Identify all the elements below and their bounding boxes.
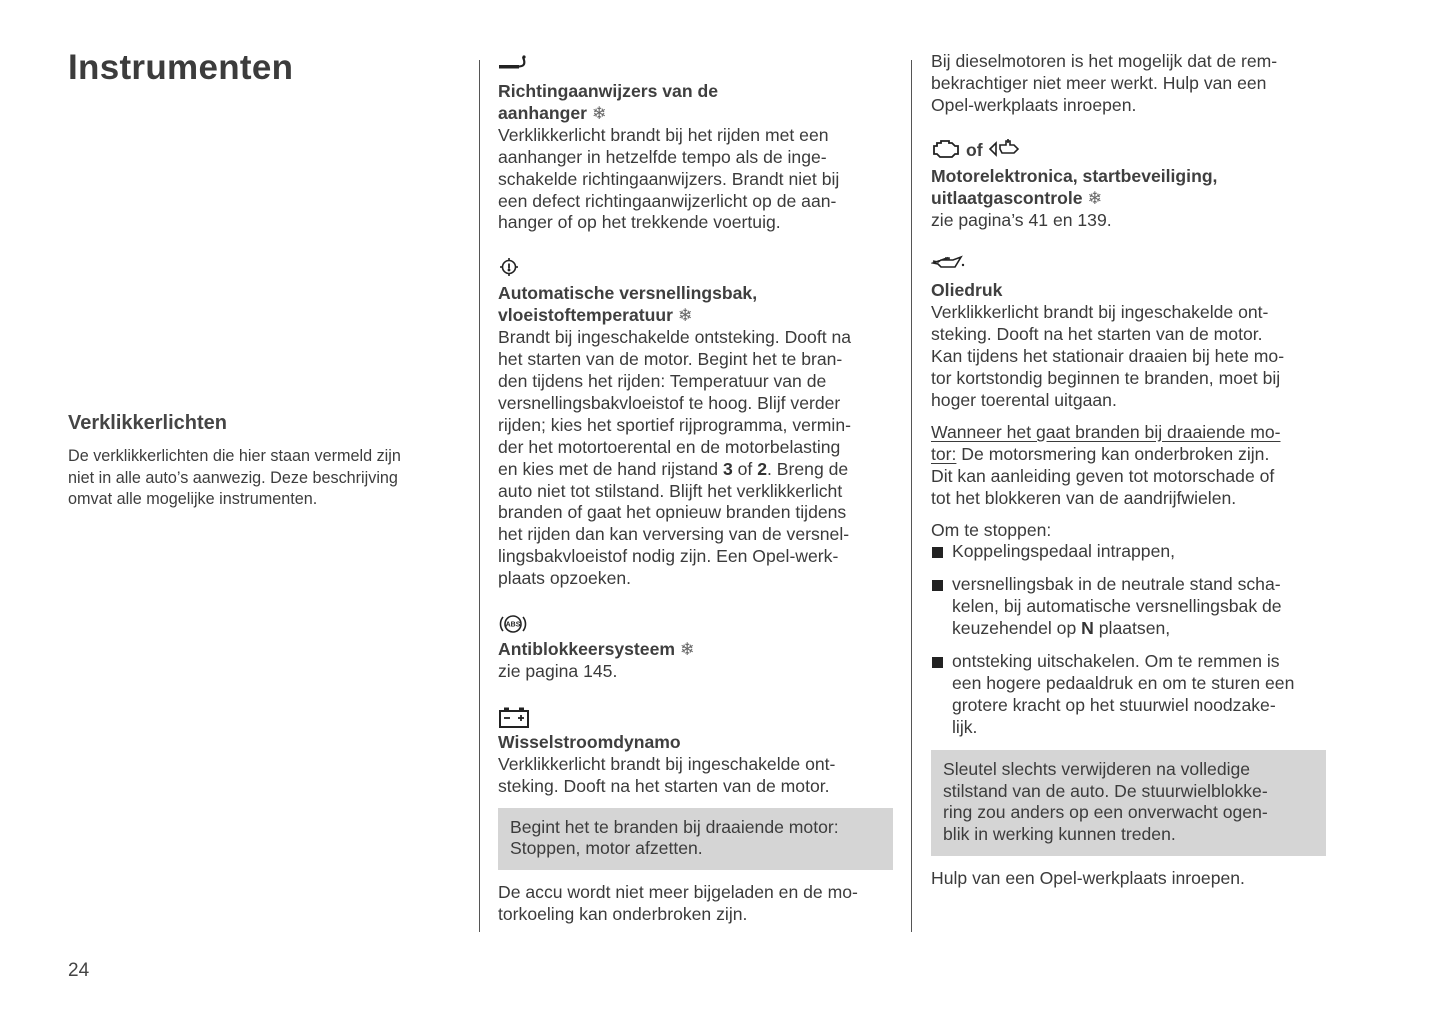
text-line: Verklikkerlicht brandt bij ingeschakelde ont- [931,302,1269,323]
text-line: blik in werking kunnen treden. [943,824,1176,845]
transmission-temperature-icon [498,256,893,280]
stop-steps-list [931,541,1326,738]
page-title: Instrumenten [68,48,294,87]
text-line: den tijdens het rijden: Temperatuur van de [498,370,827,391]
transmission-section [498,256,893,590]
text-fragment: en kies met de hand rijstand [498,458,723,479]
engine-immobilizer-icon [988,137,1022,165]
engine-electronics-section [931,139,1326,232]
column-divider [911,60,912,932]
page-number: 24 [68,960,90,981]
section-heading: Verklikkerlichten [68,412,227,434]
list-item [931,574,1326,640]
snowflake-marker: ❄ [591,102,607,123]
text-line: Hulp van een Opel-werkplaats inroepen. [931,868,1245,889]
text-line: Stoppen, motor afzetten. [510,838,703,859]
gear-letter: N [1081,618,1094,639]
text-line: ontsteking uitschakelen. Om te remmen is [952,651,1280,672]
middle-column [498,54,893,926]
body-text [498,882,893,926]
abs-icon [498,612,893,636]
text-line: Dit kan aanleiding geven tot motorschade of [931,465,1275,486]
text-line: auto niet tot stilstand. Blijft het verklikkerlicht [498,480,843,501]
text-fragment: . Breng de [767,458,849,479]
list-item [931,651,1326,739]
text-line: aanhanger in hetzelfde tempo als de inge- [498,146,827,167]
text-line: steking. Dooft na het starten van de motor. [498,775,830,796]
text-line: hoger toerental uitgaan. [931,389,1117,410]
abs-label: ABS [505,621,521,629]
intro-line: omvat alle mogelijke instrumenten. [68,490,318,508]
warning-note-box [498,808,893,871]
title-line: vloeistoftemperatuur [498,305,673,326]
text-line: grotere kracht op het stuurwiel noodzake- [952,694,1276,715]
text-line: Bij dieselmotoren is het mogelijk dat de rem- [931,51,1278,71]
icon-separator: of [966,139,983,160]
text-line: De accu wordt niet meer bijgeladen en de mo- [498,882,858,903]
title-line: Motorelektronica, startbeveiliging, [931,165,1218,186]
snowflake-marker: ❄ [679,639,695,660]
text-fragment: tor: [931,443,957,464]
gear-number: 3 [722,458,733,479]
snowflake-marker: ❄ [1087,187,1103,208]
text-line: rijden; kies het sportief rijprogramma, vermin- [498,414,851,435]
text-line: Verklikkerlicht brandt bij het rijden met een [498,124,829,145]
text-line: tot het blokkeren van de aandrijfwielen. [931,487,1237,508]
trailer-indicators-section [498,54,893,234]
intro-line: De verklikkerlichten die hier staan vermeld zijn [68,447,401,465]
body-text [498,754,893,798]
section-title [498,283,893,327]
intro-line: niet in alle auto’s aanwezig. Deze beschrijving [68,468,398,487]
text-line: lingsbakvloeistof nodig zijn. Een Opel-werk- [498,546,839,567]
alternator-section [498,705,893,926]
text-fragment: keuzehendel op [952,618,1082,639]
list-item [931,541,1326,563]
body-text [931,302,1326,412]
section-title [931,166,1326,210]
icon-row [931,139,1326,163]
text-line: Wanneer het gaat branden bij draaiende mo- [931,421,1281,442]
text-line: Sleutel slechts verwijderen na volledige [943,758,1251,779]
text-line [952,618,1326,640]
text-line [498,459,893,481]
warning-text [931,422,1326,510]
right-column [931,51,1326,890]
text-line: Verklikkerlicht brandt bij ingeschakelde ont- [498,753,836,774]
text-line: stilstand van de auto. De stuurwielblokke- [943,780,1268,801]
oil-pressure-section [931,253,1326,890]
gear-number: 2 [757,458,767,479]
text-line: hanger of op het trekkende voertuig. [498,212,781,233]
text-line: branden of gaat het opnieuw branden tijdens [498,502,847,523]
text-line: der het motortoerental en de motorbelasting [498,436,841,457]
text-line: tor kortstondig beginnen te branden, moet bij [931,368,1281,389]
text-fragment: De motorsmering kan onderbroken zijn. [956,443,1270,464]
text-line: lijk. [952,716,978,737]
text-line: kelen, bij automatische versnellingsbak de [952,596,1282,617]
trailer-indicator-icon [498,54,893,78]
text-line: torkoeling kan onderbroken zijn. [498,904,748,925]
text-line [931,444,1326,466]
text-line: Koppelingspedaal intrappen, [952,541,1176,562]
text-line: versnellingsbakvloeistof te hoog. Blijf verder [498,392,841,413]
text-line: het rijden dan kan verversing van de versnel- [498,524,850,545]
battery-icon [498,705,893,729]
warning-note-box [931,750,1326,857]
text-line: een hogere pedaaldruk en om te sturen een [952,672,1295,693]
text-line: zie pagina’s 41 en 139. [931,209,1112,230]
text-line: versnellingsbak in de neutrale stand scha- [952,574,1281,595]
abs-section [498,612,893,683]
oil-can-icon [931,253,1326,277]
snowflake-marker: ❄ [677,305,693,326]
body-text [498,125,893,235]
title-line: aanhanger [498,102,587,123]
text-line: Brandt bij ingeschakelde ontsteking. Dooft na [498,327,852,348]
text-fragment: plaatsen, [1093,618,1171,639]
title-line: Richtingaanwijzers van de [498,81,718,101]
text-line: het starten van de motor. Begint het te bran- [498,349,843,370]
section-title: Oliedruk [931,280,1003,301]
section-title [498,81,893,125]
text-line: schakelde richtingaanwijzers. Brandt niet bij [498,168,840,189]
text-line: Opel-werkplaats inroepen. [931,94,1137,115]
text-line: bekrachtiger niet meer werkt. Hulp van een [931,72,1267,93]
stop-intro: Om te stoppen: [931,519,1052,540]
text-line: ring zou anders op een onverwacht ogen- [943,802,1268,823]
section-title: Wisselstroomdynamo [498,731,681,752]
diesel-note [931,51,1326,117]
text-line: plaats opzoeken. [498,568,632,589]
title-line: uitlaatgascontrole [931,187,1083,208]
text-fragment: of [732,458,758,479]
body-text [498,327,893,590]
section-title [498,639,893,661]
section-intro [68,446,460,511]
title-line: Antiblokkeersysteem [498,639,675,660]
text-line: Begint het te branden bij draaiende motor: [510,816,839,837]
title-line: Automatische versnellingsbak, [498,283,758,304]
column-divider [479,60,480,932]
text-line: zie pagina 145. [498,660,618,681]
text-line: een defect richtingaanwijzerlicht op de aan- [498,190,837,211]
text-line: Kan tijdens het stationair draaien bij hete mo- [931,346,1285,367]
engine-check-icon [931,137,961,165]
text-line: steking. Dooft na het starten van de motor. [931,324,1263,345]
